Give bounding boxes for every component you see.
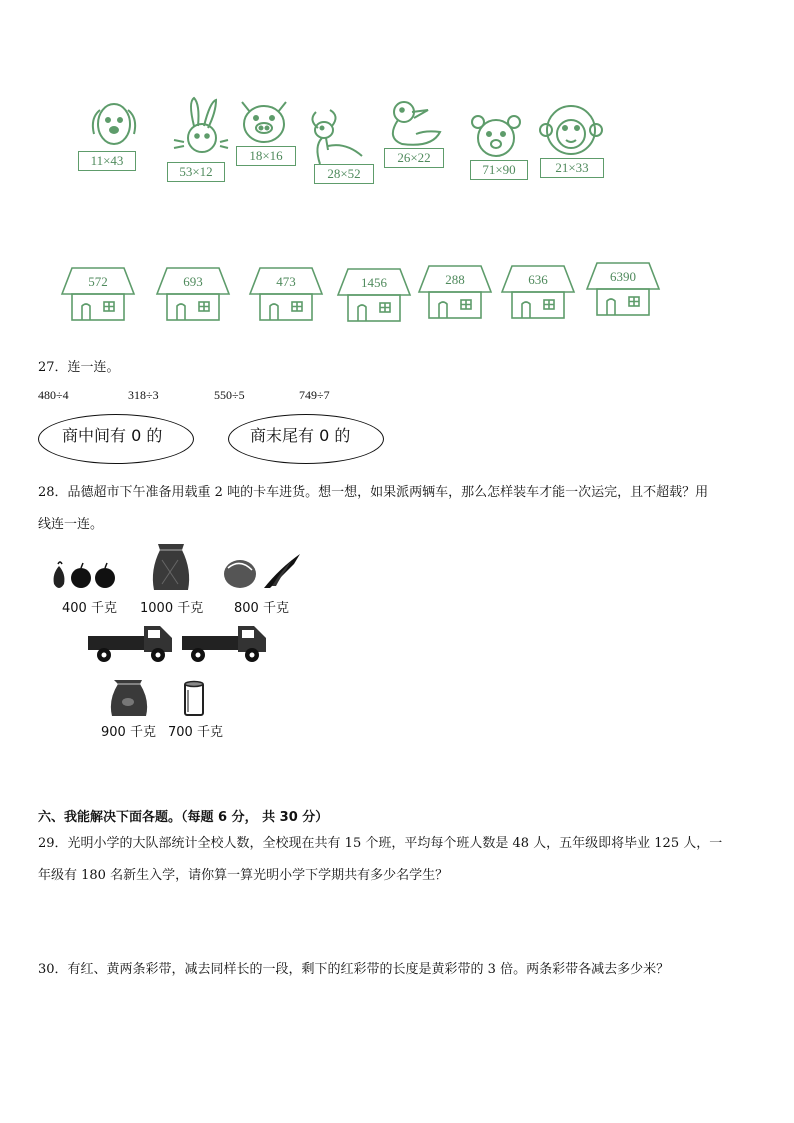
fruit-icon [48,560,120,592]
truck-icon [180,622,268,664]
barrel-icon [182,680,206,718]
house-label: 288 [445,272,465,287]
dog-icon [84,98,144,153]
goods-weight: 900 千克 [101,725,156,740]
q28-line2: 线连一连。 [38,517,104,532]
goods-weight: 400 千克 [62,601,117,616]
house-6 [500,264,576,320]
house-label: 636 [528,272,548,287]
division-item: 480÷4 [38,388,69,402]
division-item: 318÷3 [128,388,159,402]
bear-label: 71×90 [470,160,528,180]
house-1 [60,266,136,322]
rabbit-label: 53×12 [167,162,225,182]
house-7 [585,261,661,317]
goat-icon [306,106,370,166]
pig-icon [236,98,292,146]
monkey-label: 21×33 [540,158,604,178]
division-item: 550÷5 [214,388,245,402]
house-2 [155,266,231,322]
monkey-icon [538,102,604,158]
house-label: 693 [183,274,203,289]
bear-icon [468,112,524,160]
house-4 [336,267,412,323]
house-label: 6390 [610,269,636,284]
q29-line2: 年级有 180 名新生入学，请你算一算光明小学下学期共有多少名学生？ [38,868,449,883]
dog-label: 11×43 [78,151,136,171]
oval-end-zero-label: 商末尾有 0 的 [250,426,351,445]
house-label: 1456 [361,275,387,290]
q29-line1: 29．光明小学的大队部统计全校人数，全校现在共有 15 个班，平均每个班人数是 48 人，五年级即将毕业 125 人，一 [38,836,723,851]
rabbit-icon [170,96,230,160]
sack-icon [148,540,194,592]
goat-label: 28×52 [314,164,374,184]
duck-icon [382,98,446,148]
division-item: 749÷7 [299,388,330,402]
truck-icon [86,622,174,664]
house-3 [248,266,324,322]
duck-label: 26×22 [384,148,444,168]
section-6-title: 六、我能解决下面各题。（每题 6 分， 共 30 分） [38,810,329,825]
oval-middle-zero-label: 商中间有 0 的 [62,426,163,445]
house-label: 572 [88,274,108,289]
q28-line1: 28．品德超市下午准备用载重 2 吨的卡车进货。想一想，如果派两辆车，那么怎样装车才能一次运完，且不超载？用 [38,485,709,500]
goods-weight: 700 千克 [168,725,223,740]
bag-icon [106,676,152,718]
pig-label: 18×16 [236,146,296,166]
house-5 [417,264,493,320]
house-label: 473 [276,274,296,289]
vegetables-icon [220,548,302,592]
goods-weight: 1000 千克 [140,601,204,616]
goods-weight: 800 千克 [234,601,289,616]
q27-title: 27．连一连。 [38,360,120,375]
q30-line1: 30．有红、黄两条彩带，减去同样长的一段，剩下的红彩带的长度是黄彩带的 3 倍。两条彩带各减去多少米？ [38,962,670,977]
